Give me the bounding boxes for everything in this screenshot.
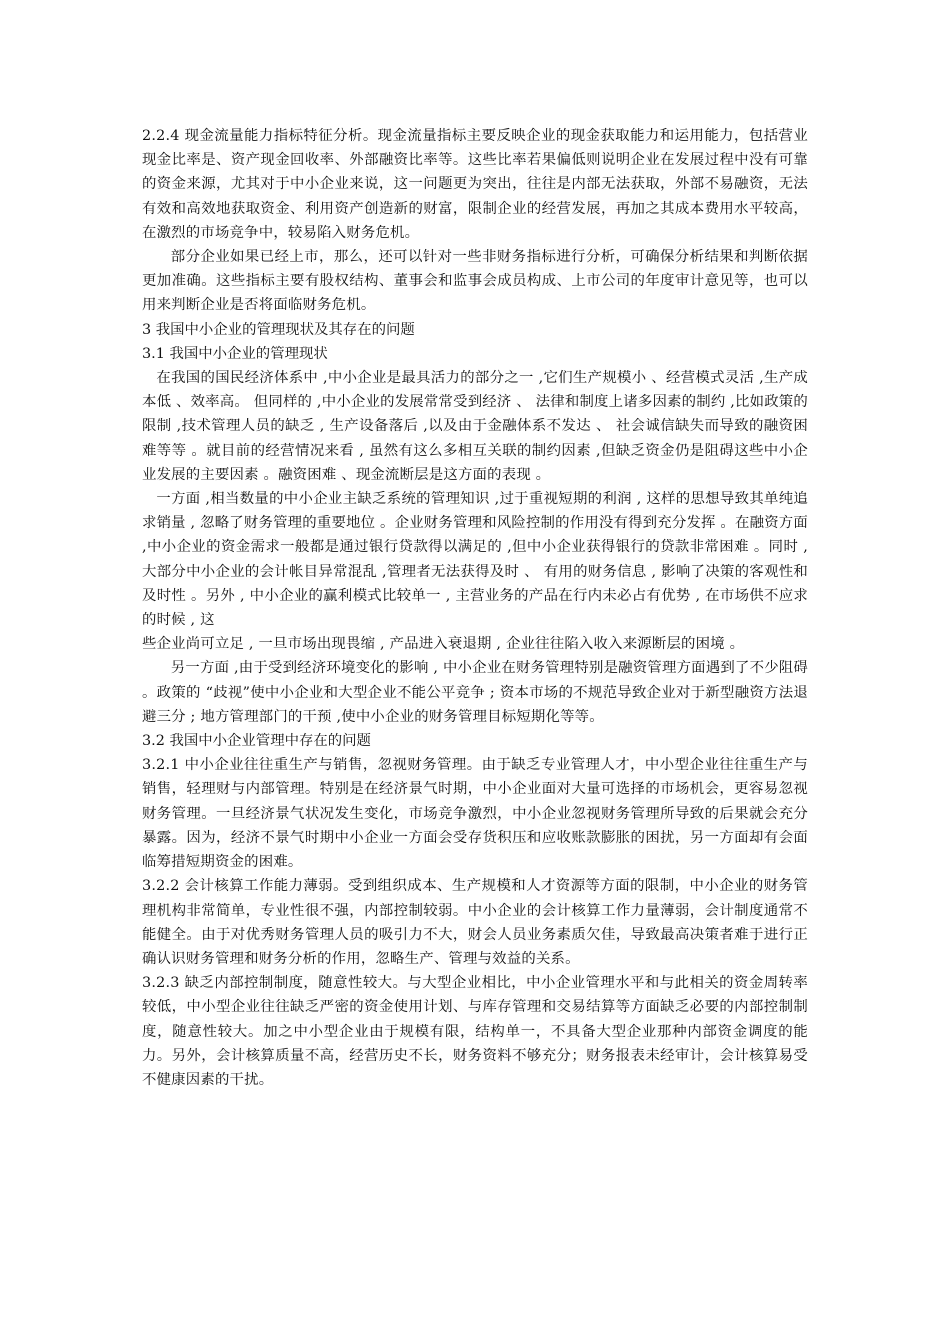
paragraph-continuation: 些企业尚可立足 , 一旦市场出现畏缩 , 产品进入衰退期 , 企业往往陷入收入来源断层的困境 。 xyxy=(142,636,745,653)
paragraph-non-financial-indicators: 部分企业如果已经上市，那么，还可以针对一些非财务指标进行分析，可确保分析结果和判断依据更加准确。这些指标主要有股权结构、董事会和监事会成员构成、上市公司的年度审计意见等，也可以用来判断企业是否将面临财务危机。 xyxy=(142,249,808,314)
paragraph-3-2-1: 3.2.1 中小企业往往重生产与销售，忽视财务管理。由于缺乏专业管理人才，中小型企业往往重生产与销售，轻理财与内部管理。特别是在经济景气时期，中小企业面对大量可选择的市场机会，更容易忽视财务管理。一旦经济景气状况发生变化，市场竞争激烈，中小企业忽视财务管理所导致的后果就会充分暴露。因为，经济不景气时期中小企业一方面会受存货积压和应收账款膨胀的困扰，另一方面却有会面临筹措短期资金的困难。 xyxy=(142,757,808,871)
paragraph-other-hand: 另一方面 ,由于受到经济环境变化的影响 , 中小企业在财务管理特别是融资管理方面遇到了不少阻碍 。政策的 “歧视”使中小企业和大型企业不能公平竞争 ; 资本市场的不规范导致企业对于新型融资方法退避三分 ; 地方管理部门的干预 ,使中小企业的财务管理目标短期化等等。 xyxy=(142,660,808,725)
section-heading-3-1: 3.1 我国中小企业的管理现状 xyxy=(142,345,328,362)
paragraph-sme-status: 在我国的国民经济体系中 ,中小企业是最具活力的部分之一 ,它们生产规模小 、经营模式灵活 ,生产成本低 、效率高。 但同样的 ,中小企业的发展常常受到经济 、 法律和制度上诸多因素的制约 ,比如政策的限制 ,技术管理人员的缺乏 , 生产设备落后 ,以及由于金融体系不发达 、 社会诚信缺失而导致的融资困难等等 。就目前的经营情况来看 , 虽然有这么多相互关联的制约因素 ,但缺乏资金仍是阻碍这些中小企业发展的主要因素 。融资困难 、现金流断层是这方面的表现 。 xyxy=(142,370,808,483)
paragraph-one-hand: 一方面 ,相当数量的中小企业主缺乏系统的管理知识 ,过于重视短期的利润 , 这样的思想导致其单纯追求销量 , 忽略了财务管理的重要地位 。企业财务管理和风险控制的作用没有得到充分发挥 。在融资方面 ,中小企业的资金需求一般都是通过银行贷款得以满足的 ,但中小企业获得银行的贷款非常困难 。同时 , 大部分中小企业的会计帐目异常混乱 ,管理者无法获得及时 、 有用的财务信息 , 影响了决策的客观性和及时性 。另外 , 中小企业的赢利模式比较单一 , 主营业务的产品在行内未必占有优势 , 在市场供不应求的时候 , 这 xyxy=(142,491,808,629)
section-heading-3-2: 3.2 我国中小企业管理中存在的问题 xyxy=(142,733,371,750)
paragraph-3-2-3: 3.2.3 缺乏内部控制制度，随意性较大。与大型企业相比，中小企业管理水平和与此相关的资金周转率较低，中小型企业往往缺乏严密的资金使用计划、与库存管理和交易结算等方面缺乏必要的内部控制制度，随意性较大。加之中小型企业由于规模有限，结构单一，不具备大型企业那种内部资金调度的能力。另外，会计核算质量不高，经营历史不长，财务资料不够充分；财务报表未经审计，会计核算易受不健康因素的干扰。 xyxy=(142,975,808,1088)
document-page xyxy=(142,124,808,1092)
paragraph-cash-flow-indicators: 2.2.4 现金流量能力指标特征分析。现金流量指标主要反映企业的现金获取能力和运用能力，包括营业现金比率是、资产现金回收率、外部融资比率等。这些比率若果偏低则说明企业在发展过程中没有可靠的资金来源，尤其对于中小企业来说，这一问题更为突出，往往是内部无法获取，外部不易融资，无法有效和高效地获取资金、利用资产创造新的财富，限制企业的经营发展，再加之其成本费用水平较高，在激烈的市场竞争中，较易陷入财务危机。 xyxy=(142,128,808,241)
paragraph-3-2-2: 3.2.2 会计核算工作能力薄弱。受到组织成本、生产规模和人才资源等方面的限制，中小企业的财务管理机构非常简单，专业性很不强，内部控制较弱。中小企业的会计核算工作力量薄弱，会计制度通常不能健全。由于对优秀财务管理人员的吸引力不大，财会人员业务素质欠佳，导致最高决策者难于进行正确认识财务管理和财务分析的作用，忽略生产、管理与效益的关系。 xyxy=(142,878,808,967)
section-heading-3: 3 我国中小企业的管理现状及其存在的问题 xyxy=(142,321,415,338)
